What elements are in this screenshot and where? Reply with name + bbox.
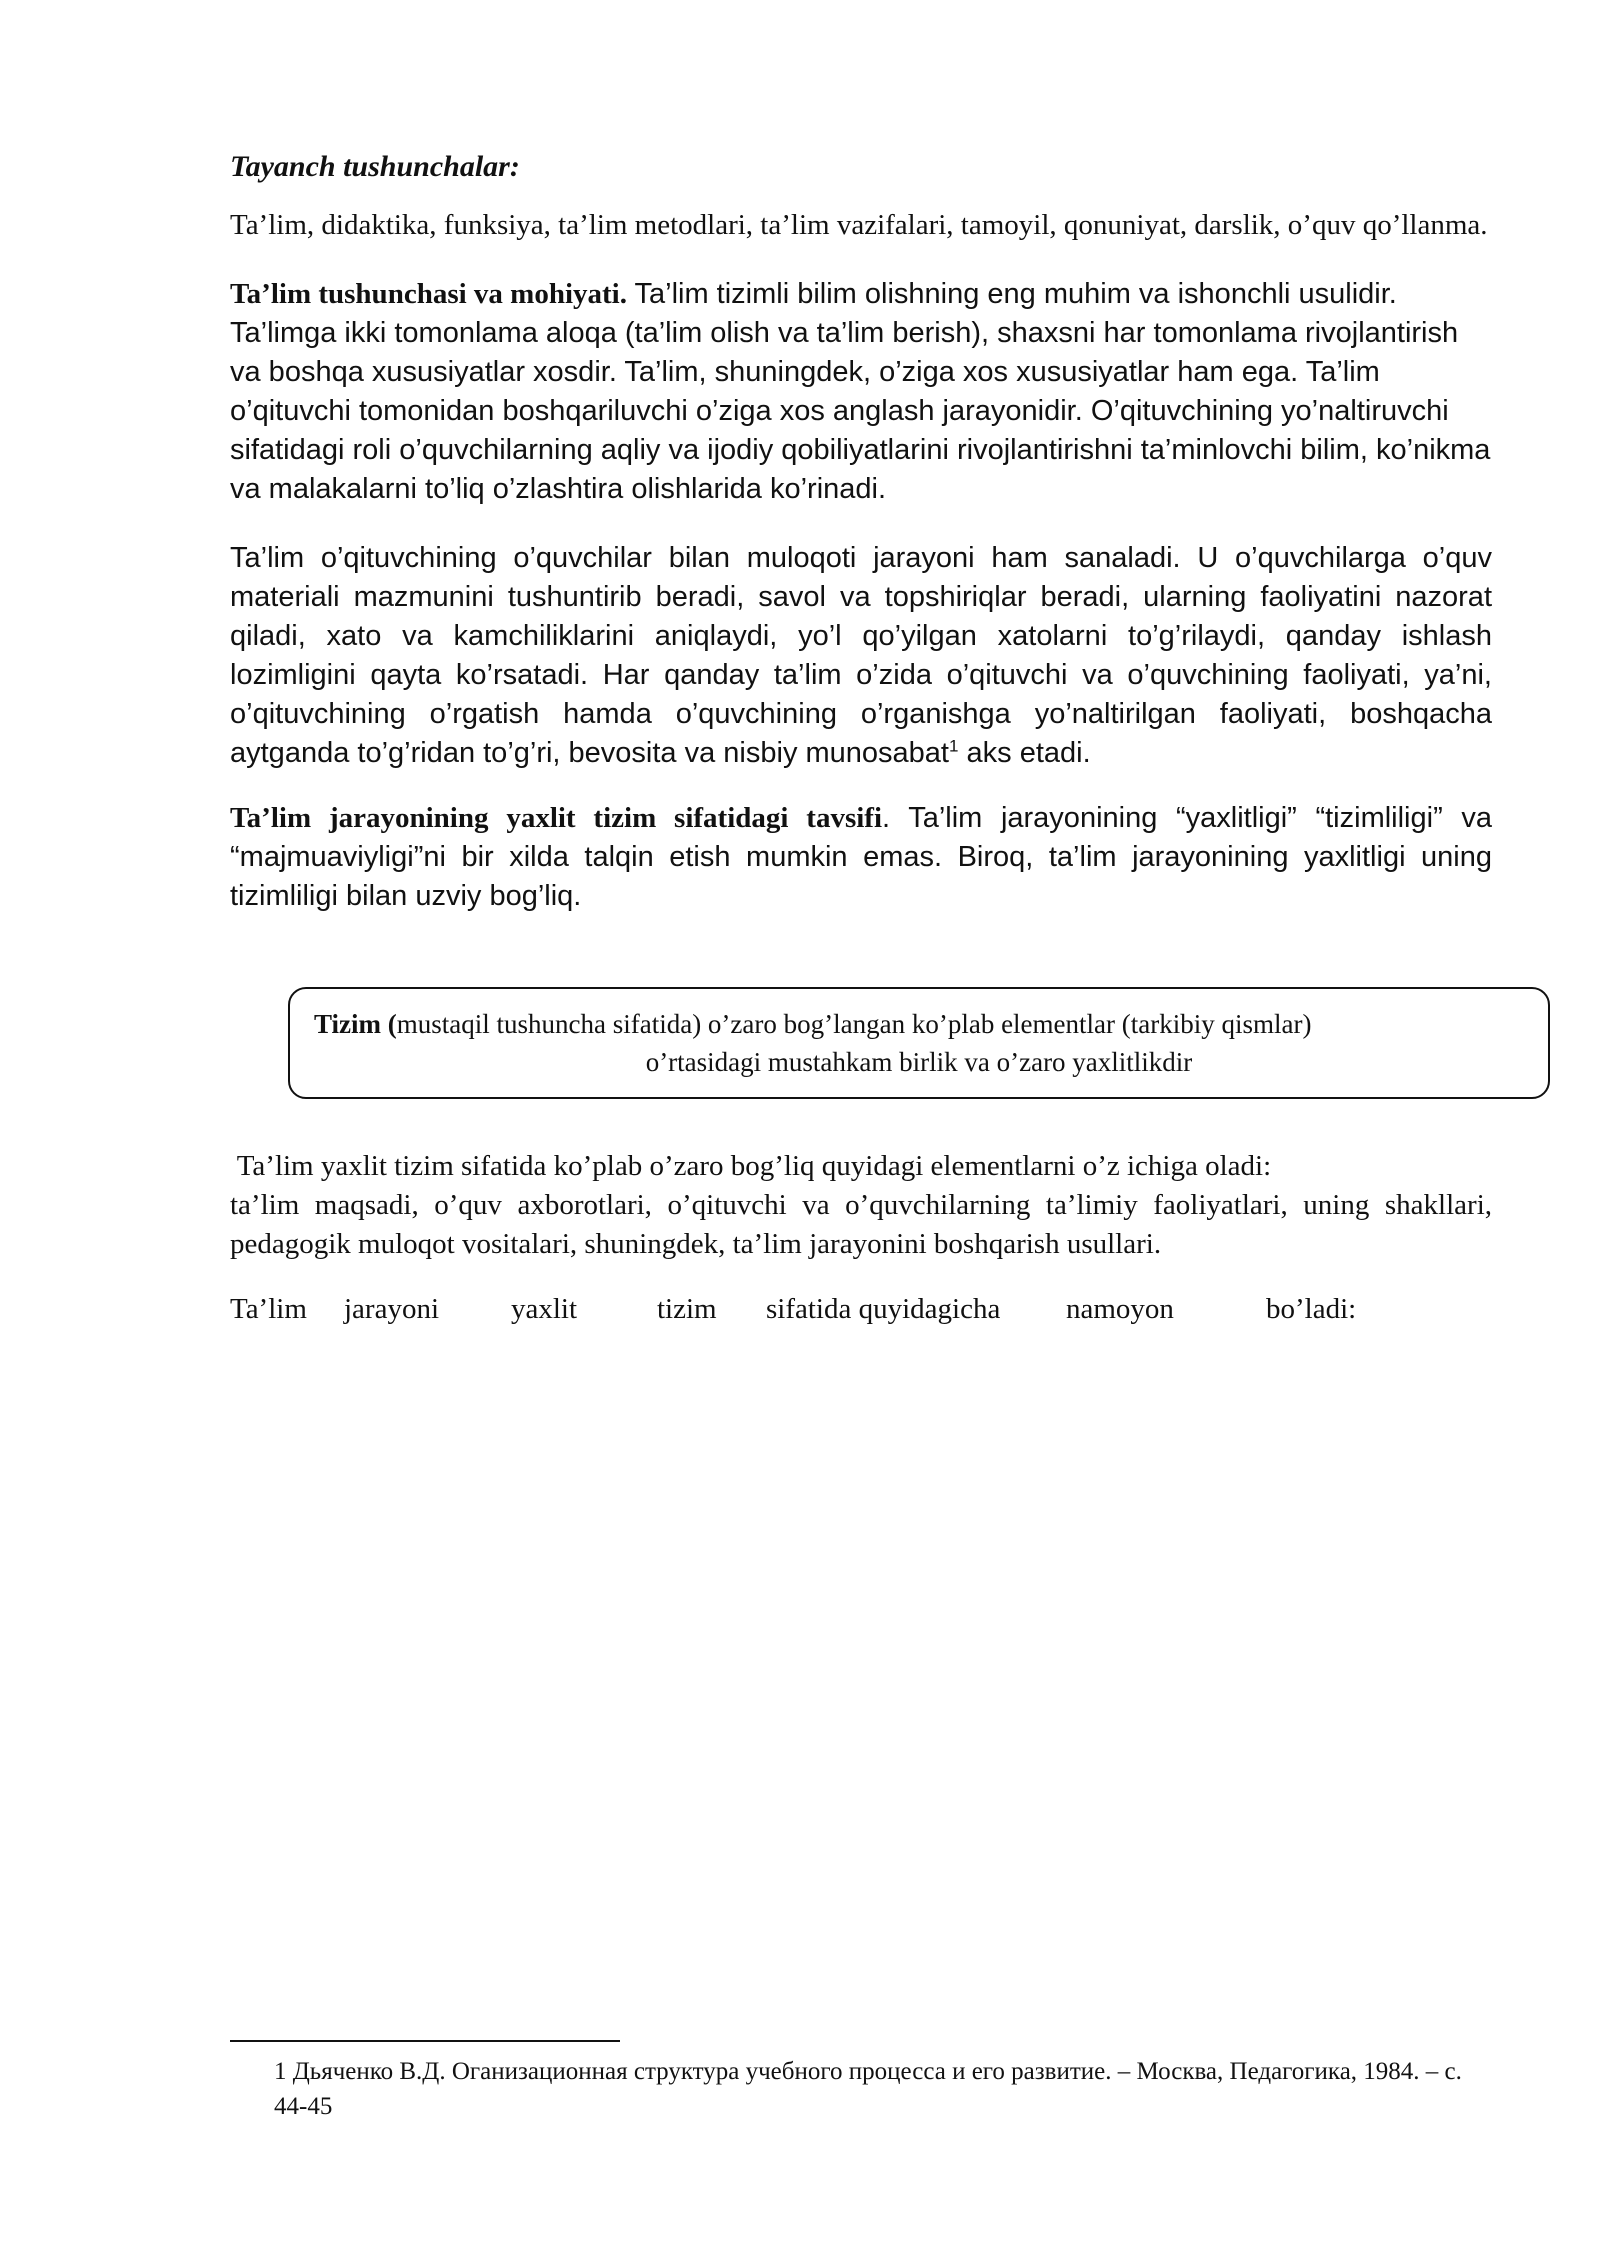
section-1-body: Ta’lim tizimli bilim olishning eng muhim va ishonchli usulidir. Ta’limga ikki tomonlama aloqa (ta’lim olish va ta’lim berish), shaxsni har tomonlama rivojlantirish va boshqa xususiyatlar xosdir. Ta’lim, shuningdek, o’ziga xos xususiyatlar ham ega. Ta’lim o’qituvchi tomonidan boshqariluvchi o’ziga xos anglash jarayonidir. O’qituvchining yo’naltiruvchi sifatidagi roli o’quvchilarning aqliy va ijodiy qobiliyatlarini rivojlantirishni ta’minlovchi bilim, ko’nikma va malakalarni to’liq o’zlashtira olishlarida ko’rinadi.	[230, 278, 1491, 505]
paragraph-5-word: Ta’lim	[230, 1293, 307, 1325]
paragraph-4-first-line: Ta’lim yaxlit tizim sifatida ko’plab o’zaro bog’liq quyidagi elementlarni o’z ichiga oladi:	[230, 1150, 1272, 1182]
footnote: 1 Дьяченко В.Д. Оганизационная структура учебного процесса и его развитие. – Москва, Педагогика, 1984. – с. 44-45	[274, 2058, 1462, 2120]
paragraph-2-text: Ta’lim o’qituvchining o’quvchilar bilan muloqoti jarayoni ham sanaladi. U o’quvchilarga o’quv materiali mazmunini tushuntirib beradi, savol va topshiriqlar beradi, ularning faoliyatini nazorat qiladi, xato va kamchiliklarini aniqlaydi, yo’l qo’yilgan xatolarni to’g’rilaydi, qanday ishlash lozimligini qayta ko’rsatadi. Har qanday ta’lim o’zida o’qituvchi va o’quvchining faoliyati, ya’ni, o’qituvchining o’rgatish hamda o’quvchining o’rganishga yo’naltirilgan faoliyati, boshqacha aytganda to’g’ridan to’g’ri, bevosita va nisbiy munosabat	[230, 542, 1492, 769]
section-3-title: Ta’lim jarayonining yaxlit tizim sifatidagi tavsifi	[230, 802, 883, 834]
footnote-reference[interactable]: 1	[948, 736, 959, 756]
paragraph-2	[230, 539, 1492, 773]
definition-text-1: mustaqil tushuncha sifatida) o’zaro bog’langan ko’plab elementlar (tarkibiy qismlar)	[396, 1009, 1312, 1039]
paragraph-4-rest: ta’lim maqsadi, o’quv axborotlari, o’qituvchi va o’quvchilarning ta’limiy faoliyatlari, uning shakllari, pedagogik muloqot vositalari, shuningdek, ta’lim jarayonini boshqarish usullari.	[230, 1189, 1492, 1260]
keywords-paragraph: Ta’lim, didaktika, funksiya, ta’lim metodlari, ta’lim vazifalari, tamoyil, qonuniyat, darslik, o’quv qo’llanma.	[230, 209, 1488, 241]
paragraph-5-word: jarayoni	[344, 1293, 440, 1325]
footnote-divider	[230, 2040, 620, 2042]
paragraph-5	[230, 1290, 1492, 1329]
paragraph-5-word: sifatida quyidagicha	[766, 1293, 1001, 1325]
lower-text	[230, 1147, 1492, 1329]
key-concepts-heading: Tayanch tushunchalar:	[230, 150, 520, 183]
section-1-paragraph	[230, 275, 1492, 509]
definition-line-2: o’rtasidagi mustahkam birlik va o’zaro yaxlitlikdir	[645, 1047, 1193, 1077]
paragraph-5-word: yaxlit	[511, 1293, 578, 1325]
section-1-title: Ta’lim tushunchasi va mohiyati.	[230, 278, 627, 310]
definition-term: Tizim (	[314, 1009, 397, 1039]
paragraph-5-word: tizim	[657, 1293, 717, 1325]
section-3-body: . Ta’lim jarayonining “yaxlitligi” “tizimliligi” va “majmuaviyligi”ni bir xilda talqin etish mumkin emas. Biroq, ta’lim jarayonining yaxlitligi uning tizimliligi bilan uzviy bog’liq.	[230, 802, 1492, 912]
paragraph-5-word: namoyon	[1066, 1293, 1174, 1325]
definition-box	[288, 987, 1550, 1099]
paragraph-5-word: bo’ladi:	[1266, 1293, 1357, 1325]
section-3-paragraph	[230, 799, 1492, 916]
definition-line-1	[314, 1005, 1311, 1043]
document-page	[230, 150, 1492, 916]
paragraph-2-tail: aks etadi.	[958, 737, 1091, 769]
